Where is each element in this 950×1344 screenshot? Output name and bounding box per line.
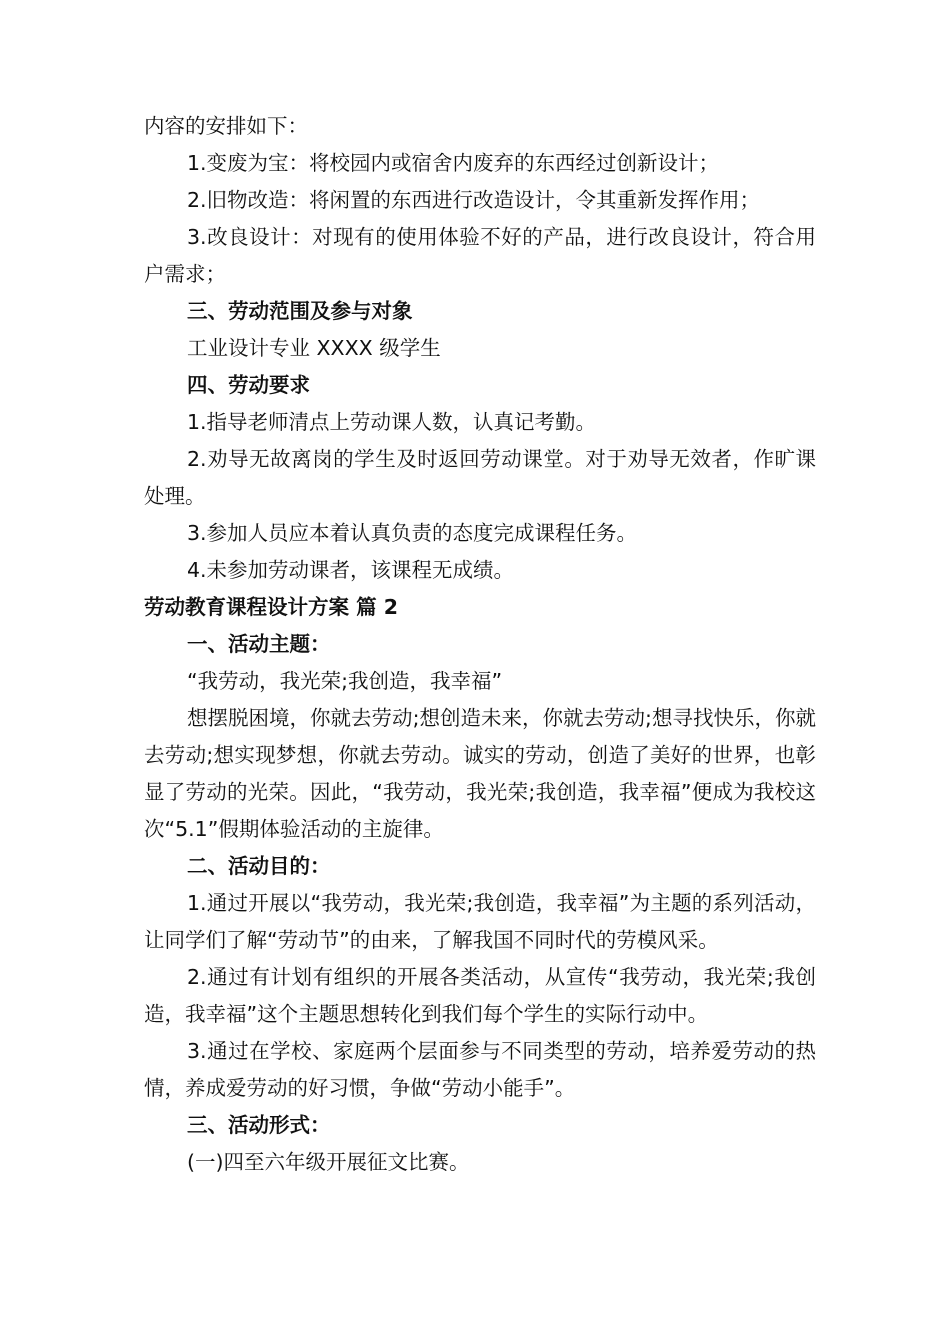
document-title-part-2: 劳动教育课程设计方案 篇 2 <box>144 595 399 619</box>
section-heading-purpose: 二、活动目的： <box>187 854 331 878</box>
section-heading-form: 三、活动形式： <box>187 1113 331 1137</box>
section-heading-scope: 三、劳动范围及参与对象 <box>187 299 413 323</box>
paragraph-intro: 内容的安排如下： <box>144 114 308 138</box>
list-item-requirement-4: 4.未参加劳动课者，该课程无成绩。 <box>187 558 515 582</box>
list-item-purpose-1: 1.通过开展以“我劳动，我光荣;我创造，我幸福”为主题的系列活动，让同学们了解“劳动节”的由来，了解我国不同时代的劳模风采。 <box>144 891 816 952</box>
paragraph-form-1: (一)四至六年级开展征文比赛。 <box>187 1150 470 1174</box>
list-item-requirement-1: 1.指导老师清点上劳动课人数，认真记考勤。 <box>187 410 597 434</box>
list-item-purpose-2: 2.通过有计划有组织的开展各类活动，从宣传“我劳动，我光荣;我创造，我幸福”这个主题思想转化到我们每个学生的实际行动中。 <box>144 965 816 1026</box>
list-item-1: 1.变废为宝：将校园内或宿舍内废弃的东西经过创新设计； <box>187 151 720 175</box>
list-item-3: 3.改良设计：对现有的使用体验不好的产品，进行改良设计，符合用户需求； <box>144 225 816 286</box>
section-heading-theme: 一、活动主题： <box>187 632 331 656</box>
list-item-purpose-3: 3.通过在学校、家庭两个层面参与不同类型的劳动，培养爱劳动的热情，养成爱劳动的好习惯，争做“劳动小能手”。 <box>144 1039 816 1100</box>
list-item-requirement-3: 3.参加人员应本着认真负责的态度完成课程任务。 <box>187 521 638 545</box>
document-page <box>144 108 816 1181</box>
list-item-2: 2.旧物改造：将闲置的东西进行改造设计，令其重新发挥作用； <box>187 188 761 212</box>
paragraph-theme-body: 想摆脱困境，你就去劳动;想创造未来，你就去劳动;想寻找快乐，你就去劳动;想实现梦想，你就去劳动。诚实的劳动，创造了美好的世界，也彰显了劳动的光荣。因此，“我劳动，我光荣;我创造，我幸福”便成为我校这次“5.1”假期体验活动的主旋律。 <box>144 706 816 841</box>
paragraph-theme-slogan: “我劳动，我光荣;我创造，我幸福” <box>187 669 503 693</box>
list-item-requirement-2: 2.劝导无故离岗的学生及时返回劳动课堂。对于劝导无效者，作旷课处理。 <box>144 447 816 508</box>
paragraph-participants: 工业设计专业 XXXX 级学生 <box>187 336 441 360</box>
section-heading-requirements: 四、劳动要求 <box>187 373 310 397</box>
